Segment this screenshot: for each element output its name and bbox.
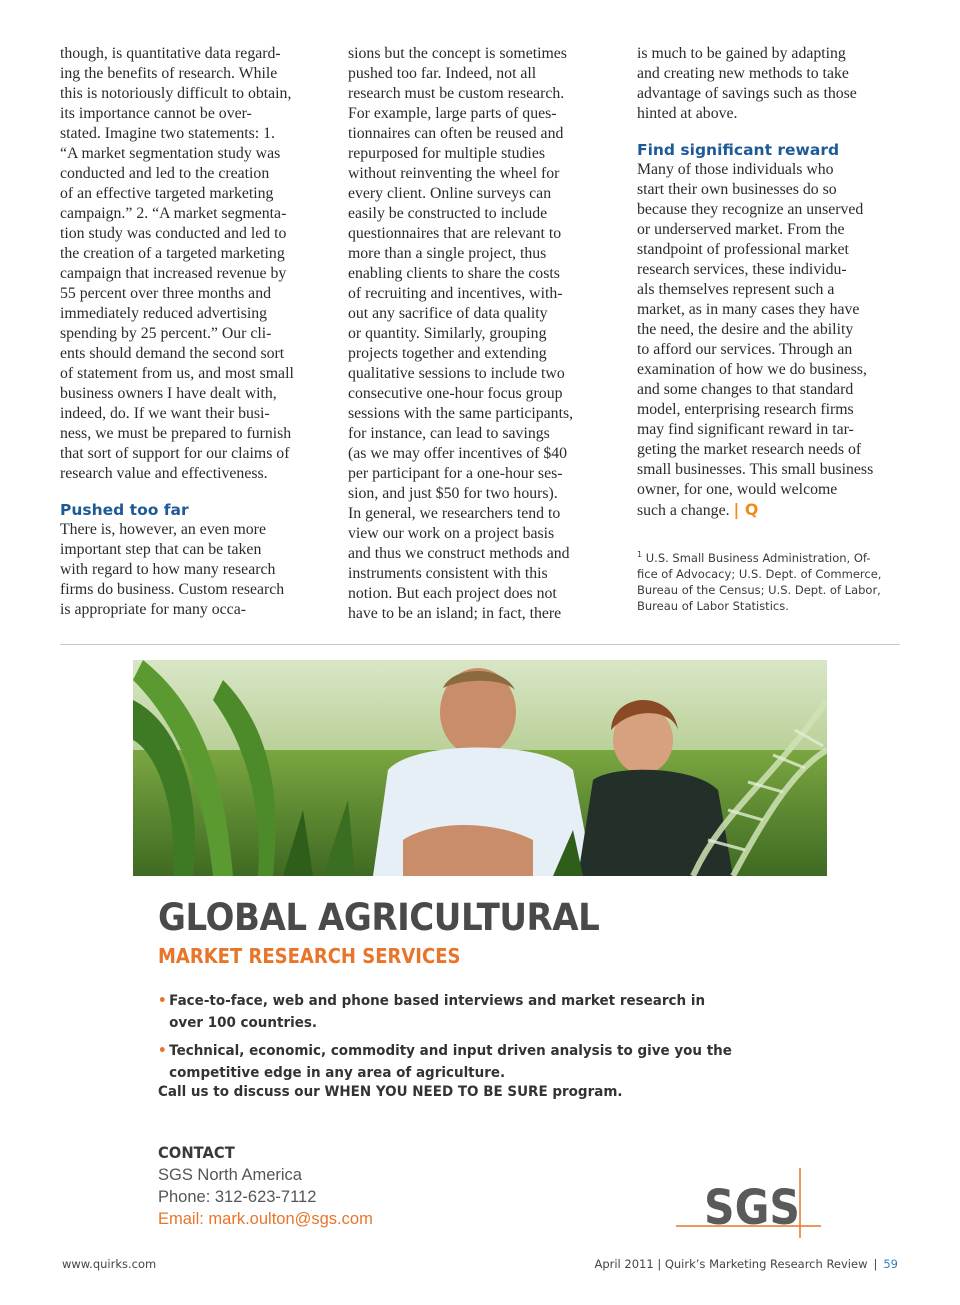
footer-separator: | — [873, 1257, 878, 1271]
sgs-logo-text: SGS — [704, 1180, 800, 1236]
footer-issue-info — [594, 1257, 898, 1271]
article-paragraph — [637, 160, 903, 521]
page-number: 59 — [883, 1257, 898, 1271]
footer-website-text: www.quirks.com — [62, 1257, 157, 1271]
ad-contact-phone: Phone: 312-623-7112 — [158, 1188, 317, 1206]
article-paragraph-text: Many of those individuals who start their own businesses do so because they recognize an unserved or underserved market. From the standpoint of professional market research services, these individu- als themselves represent such a market, as in many cases they have the need, the desire and the ability to afford our services. Through an examination of how we do business, and some changes to that standard model, enterprising research firms may find significant reward in tar- geting the market research needs of small businesses. This small business owner, for one, would welcome such a change. — [637, 161, 874, 519]
footnote — [637, 547, 903, 614]
section-divider — [60, 644, 900, 645]
section-heading-pushed-too-far: Pushed too far — [60, 501, 189, 519]
article-paragraph: There is, however, an even more important step that can be taken with regard to how many research firms do business. Custom research is appropriate for many occa- — [60, 521, 285, 618]
ad-bullet-item: • Technical, economic, commodity and input driven analysis to give you the competitive edge in any area of agriculture. — [158, 1040, 735, 1084]
ad-call-to-action: Call us to discuss our WHEN YOU NEED TO BE SURE program. — [158, 1084, 623, 1100]
ad-contact-email-link[interactable]: Email: mark.oulton@sgs.com — [158, 1210, 373, 1228]
ad-bullet-item: • Face-to-face, web and phone based interviews and market research in over 100 countries. — [158, 990, 735, 1034]
ad-subheadline: MARKET RESEARCH SERVICES — [158, 944, 461, 968]
article-paragraph: though, is quantitative data regard- ing the benefits of research. While this is notoriously difficult to obtain, its importance cannot be over- stated. Imagine two statements: 1. “A market segmentation study was conducted and led to the creation of an effective targeted marketing campaign.” 2. “A market segmenta- tion study was conducted and led to the creation of a targeted marketing campaign that increased revenue by 55 percent over three months and immediately reduced advertising spending by 25 percent.” Our cli- ents should demand the second sort of statement from us, and most small business owners I have dealt with, indeed, do. If we want their busi- ness, we must be prepared to furnish that sort of support for our claims of research value and effectiveness. — [60, 45, 294, 482]
article-paragraph: sions but the concept is sometimes pushed too far. Indeed, not all research must be custom research. For example, large parts of ques- tionnaires can often be reused and repurposed for multiple studies without reinventing the wheel for every client. Online surveys can easily be constructed to include questionnaires that are relevant to more than a single project, thus enabling clients to share the costs of recruiting and incentives, with- out any sacrifice of data quality or quantity. Similarly, grouping projects together and extending qualitative sessions to include two consecutive one-hour focus group sessions with the same participants, for instance, can lead to savings (as we may offer incentives of $40 per participant for a one-hour ses- sion, and just $50 for two hours). In general, we researchers tend to view our work on a project basis and thus we construct methods and instruments consistent with this notion. But each project does not have to be an island; in fact, there — [348, 45, 574, 622]
sgs-logo — [676, 1166, 826, 1240]
ad-photo-illustration — [133, 660, 827, 876]
ad-headline: GLOBAL AGRICULTURAL — [158, 896, 600, 939]
footnote-text: U.S. Small Business Administration, Of- fice of Advocacy; U.S. Dept. of Commerce, Bureau of the Census; U.S. Dept. of Labor, Bureau of Labor Statistics. — [637, 550, 882, 613]
article-column-3 — [637, 44, 903, 614]
ad-bullet-list — [158, 990, 778, 1090]
section-heading-find-significant-reward: Find significant reward — [637, 141, 840, 159]
ad-photo-field-researchers — [133, 660, 827, 876]
footer-issue-text: April 2011 | Quirk’s Marketing Research Review — [594, 1257, 868, 1271]
footer-website — [62, 1257, 156, 1271]
end-of-article-mark: | Q — [733, 500, 759, 519]
article-column-2 — [348, 44, 614, 624]
ad-contact-heading: CONTACT — [158, 1143, 235, 1162]
ad-contact-company: SGS North America — [158, 1166, 302, 1184]
article-paragraph: is much to be gained by adapting and creating new methods to take advantage of savings such as those hinted at above. — [637, 45, 857, 122]
footnote-number: 1 — [637, 550, 643, 559]
article-column-1 — [60, 44, 326, 620]
